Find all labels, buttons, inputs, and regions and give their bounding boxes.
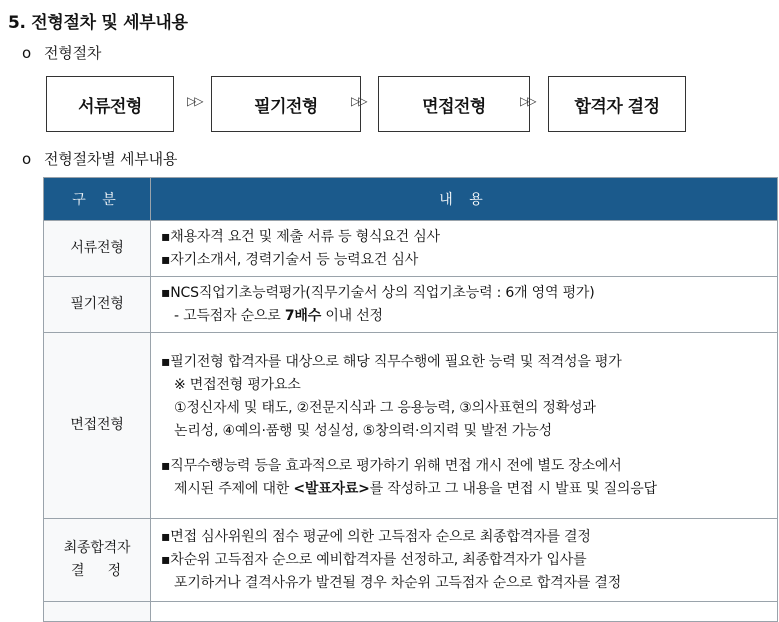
arrow-icon: ▷▷ (520, 94, 535, 108)
content-subline: 제시된 주제에 대한 <발표자료>를 작성하고 그 내용을 면접 시 발표 및 질의응답 (174, 480, 657, 497)
content-line: 논리성, ④예의·품행 및 성실성, ⑤창의력·의지력 및 발전 가능성 (174, 422, 552, 439)
content-cell (151, 519, 778, 602)
subheading-details-label: 전형절차별 세부내용 (44, 150, 178, 168)
bullet-circle: o (22, 44, 31, 62)
category-line: 최종합격자 (63, 540, 131, 556)
content-line: ①정신자세 및 태도, ②전문지식과 그 응용능력, ③의사표현의 정확성과 (174, 399, 596, 416)
emphasis-text: 7배수 (284, 307, 322, 324)
step-written-test: 필기전형 (211, 76, 361, 132)
arrow-icon: ▷▷ (351, 94, 366, 108)
detail-table (43, 177, 778, 622)
content-line: ▪자기소개서, 경력기술서 등 능력요건 심사 (161, 251, 419, 268)
table-header-row (44, 178, 778, 221)
content-line: ▪직무수행능력 등을 효과적으로 평가하기 위해 면접 개시 전에 별도 장소에서 (161, 457, 622, 474)
content-line: 포기하거나 결격사유가 발견될 경우 차순위 고득점자 순으로 합격자를 결정 (174, 574, 622, 591)
content-line: ▪필기전형 합격자를 대상으로 해당 직무수행에 필요한 능력 및 적격성을 평가 (161, 353, 622, 370)
content-cell (151, 333, 778, 519)
table-row (44, 519, 778, 602)
category-line: 결 정 (71, 563, 121, 579)
arrow-icon: ▷▷ (187, 94, 202, 108)
subheading-details (22, 148, 177, 169)
content-line: ▪NCS직업기초능력평가(직무기술서 상의 직업기초능력 : 6개 영역 평가) (161, 284, 595, 301)
header-content: 내 용 (151, 178, 778, 221)
table-row (44, 277, 778, 333)
step-document-screening: 서류전형 (46, 76, 174, 132)
content-line: ※ 면접전형 평가요소 (174, 376, 301, 393)
category-cell (44, 519, 151, 602)
step-interview: 면접전형 (378, 76, 530, 132)
subheading-procedure (22, 42, 101, 63)
bullet-circle: o (22, 150, 31, 168)
content-line: ▪채용자격 요건 및 제출 서류 등 형식요건 심사 (161, 228, 440, 245)
header-category: 구 분 (44, 178, 151, 221)
step-final-decision: 합격자 결정 (548, 76, 686, 132)
content-subline: - 고득점자 순으로 7배수 이내 선정 (174, 307, 383, 324)
content-cell (151, 602, 778, 622)
category-cell: 면접전형 (44, 333, 151, 519)
table-row (44, 221, 778, 277)
content-cell (151, 277, 778, 333)
content-line: ▪차순위 고득점자 순으로 예비합격자를 선정하고, 최종합격자가 입사를 (161, 551, 587, 568)
subheading-procedure-label: 전형절차 (44, 44, 102, 62)
emphasis-text: <발표자료> (293, 480, 370, 497)
table-row (44, 602, 778, 622)
category-cell: 서류전형 (44, 221, 151, 277)
category-cell: 필기전형 (44, 277, 151, 333)
content-cell (151, 221, 778, 277)
category-cell (44, 602, 151, 622)
section-heading: 5. 전형절차 및 세부내용 (8, 13, 188, 33)
content-line: ▪면접 심사위원의 점수 평균에 의한 고득점자 순으로 최종합격자를 결정 (161, 528, 591, 545)
table-row (44, 333, 778, 519)
